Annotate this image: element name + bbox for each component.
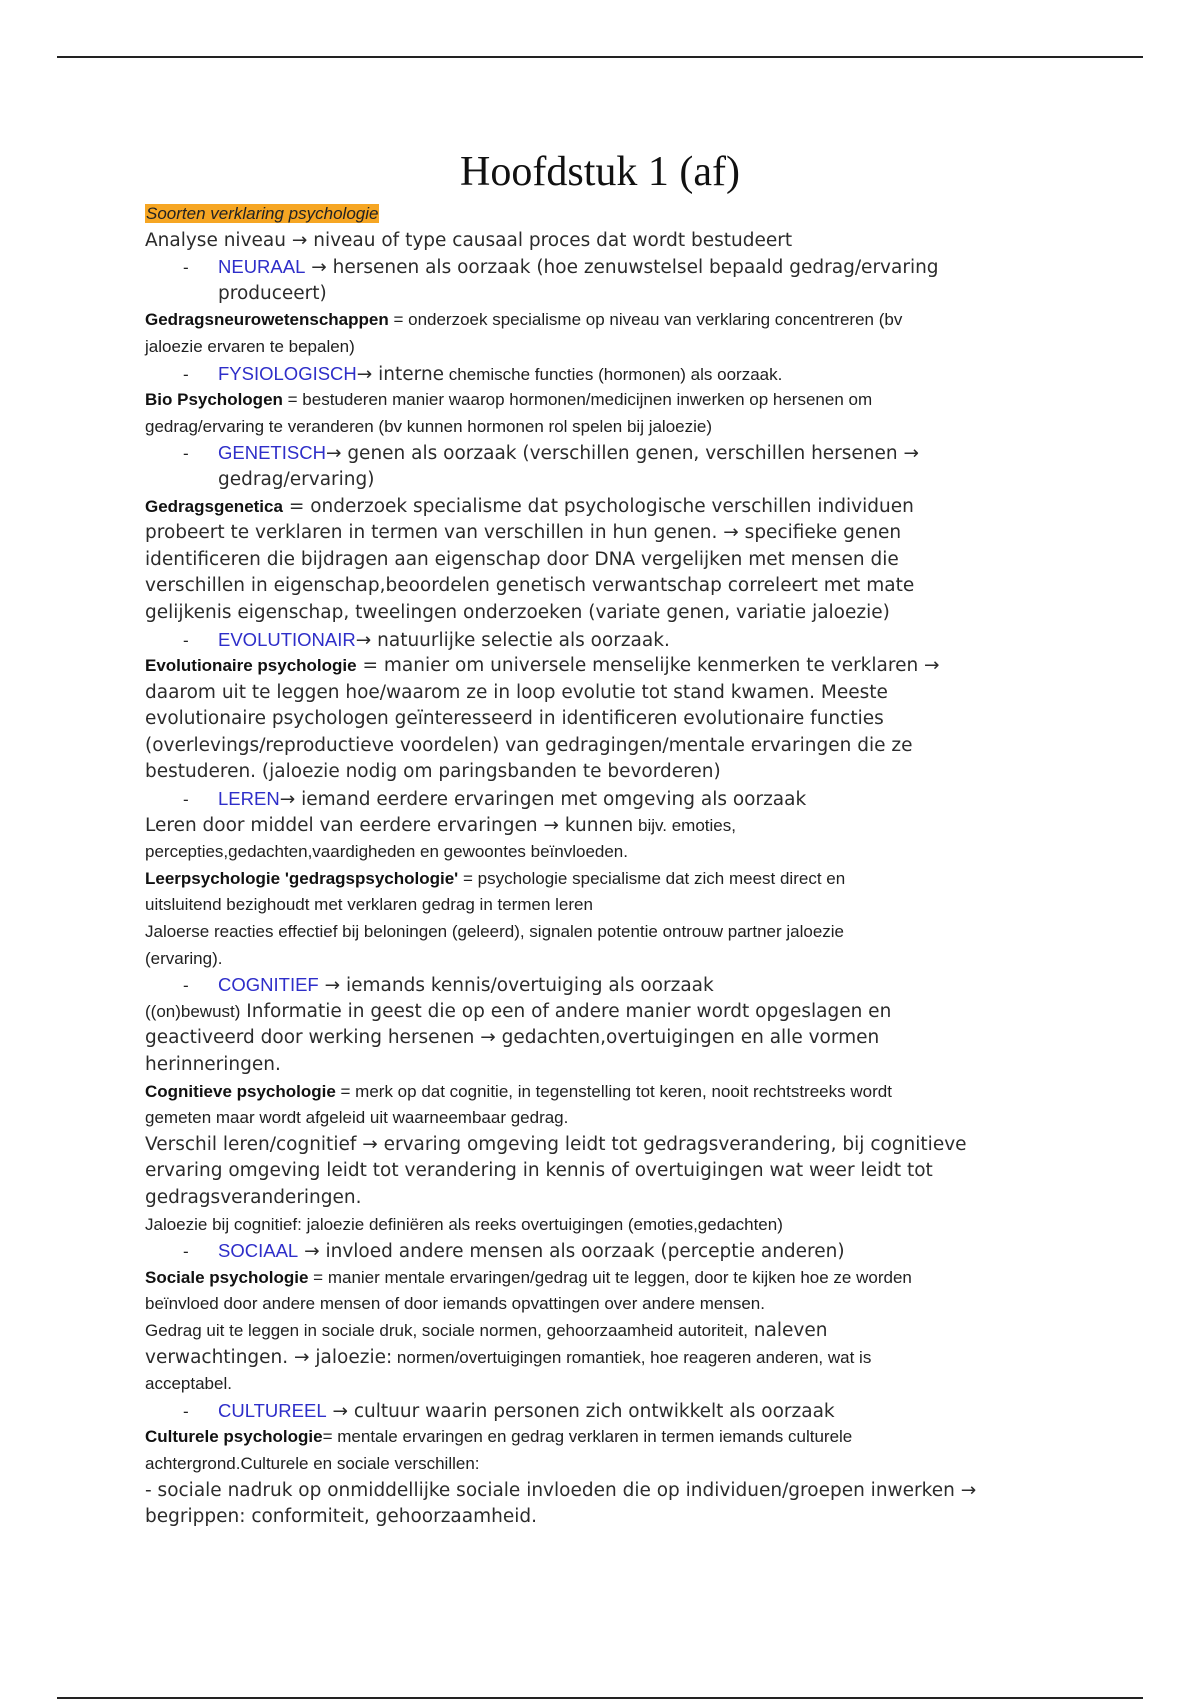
text-line: Analyse niveau → niveau of type causaal proces dat wordt bestudeert (145, 229, 793, 251)
text-span: normen/overtuigingen romantiek, hoe reageren anderen, wat is (392, 1347, 872, 1367)
definition-text: = merk op dat cognitie, in tegenstelling tot keren, nooit rechtstreeks wordt (335, 1081, 892, 1101)
text-line: (overlevings/reproductieve voordelen) van gedragingen/mentale ervaringen die ze (145, 734, 913, 756)
bullet-dash: - (183, 1401, 189, 1421)
list-item-text: → interne (356, 363, 445, 385)
bullet-dash: - (183, 364, 189, 384)
text-span: verwachtingen. → jaloezie: (145, 1346, 393, 1368)
list-item-text: → cultuur waarin personen zich ontwikkelt als oorzaak (326, 1400, 835, 1422)
text-line: geactiveerd door werking hersenen → gedachten,overtuigingen en alle vormen (145, 1027, 880, 1049)
list-item-evolutionair (145, 627, 1065, 654)
bullet-dash: - (183, 790, 189, 810)
text-line: verschillen in eigenschap,beoordelen genetisch verwantschap correleert met mate (145, 575, 915, 597)
bottom-rule (57, 1697, 1143, 1699)
text-line: begrippen: conformiteit, gehoorzaamheid. (145, 1506, 537, 1528)
text-line: daarom uit te leggen hoe/waarom ze in loop evolutie tot stand kwamen. Meeste (145, 681, 888, 703)
text-span: naleven (747, 1319, 828, 1341)
text-line (145, 1318, 1065, 1345)
definition-text: = manier mentale ervaringen/gedrag uit te leggen, door te kijken hoe ze worden (308, 1267, 912, 1287)
definition-line (145, 653, 1065, 680)
list-item-text: → iemands kennis/overtuiging als oorzaak (318, 975, 714, 997)
definition-text: = psychologie specialisme dat zich meest direct en (458, 868, 846, 888)
keyword: NEURAAL (218, 256, 306, 278)
list-item-cognitief (145, 972, 1065, 999)
list-item-neuraal (145, 254, 1065, 281)
text-span: Gedrag uit te leggen in sociale druk, sociale normen, gehoorzaamheid autoriteit, (145, 1320, 748, 1340)
definition-line (145, 1079, 1065, 1106)
text-line: - sociale nadruk op onmiddellijke sociale invloeden die op individuen/groepen inwerken → (145, 1479, 977, 1501)
document-body (145, 201, 1065, 1531)
list-item-cultureel (145, 1398, 1065, 1425)
keyword: LEREN (218, 788, 280, 810)
list-item-leren (145, 786, 1065, 813)
text-span: Informatie in geest die op een of andere manier wordt opgeslagen en (240, 1000, 892, 1022)
term: Gedragsneurowetenschappen (145, 310, 389, 330)
text-line: Jaloerse reacties effectief bij beloningen (geleerd), signalen potentie ontrouw partner jaloezie (145, 922, 845, 942)
list-item-continuation: gedrag/ervaring) (218, 468, 375, 490)
list-item-text: → natuurlijke selectie als oorzaak. (355, 629, 670, 651)
list-item-fysiologisch (145, 361, 1065, 388)
list-item-text: → invloed andere mensen als oorzaak (perceptie anderen) (298, 1241, 845, 1263)
text-line: gedragsveranderingen. (145, 1186, 362, 1208)
bullet-dash: - (183, 976, 189, 996)
term: Bio Psychologen (145, 390, 283, 410)
definition-text: = onderzoek specialisme dat psychologische verschillen individuen (282, 495, 914, 517)
text-span: Leren door middel van eerdere ervaringen → kunnen (145, 814, 634, 836)
term: Culturele psychologie (145, 1427, 323, 1447)
text-line: ervaring omgeving leidt tot verandering in kennis of overtuigingen wat weer leidt tot (145, 1160, 933, 1182)
list-item-text: → iemand eerdere ervaringen met omgeving als oorzaak (279, 789, 807, 811)
text-line: gelijkenis eigenschap, tweelingen onderzoeken (variate genen, variatie jaloezie) (145, 601, 890, 623)
keyword: GENETISCH (218, 442, 326, 464)
definition-text: = manier om universele menselijke kenmerken te verklaren → (356, 655, 940, 677)
definition-text: = bestuderen manier waarop hormonen/medicijnen inwerken op hersenen om (282, 390, 873, 410)
highlighted-subtitle: Soorten verklaring psychologie (146, 204, 379, 223)
text-line (145, 999, 1065, 1026)
keyword: COGNITIEF (218, 974, 319, 996)
text-line: herinneringen. (145, 1054, 281, 1075)
term: Evolutionaire psychologie (145, 656, 357, 676)
term: Gedragsgenetica (145, 496, 283, 516)
text-span: ((on)bewust) (145, 1001, 241, 1021)
text-line: Jaloezie bij cognitief: jaloezie definiëren als reeks overtuigingen (emoties,gedachten) (145, 1214, 783, 1234)
keyword: SOCIAAL (218, 1240, 299, 1262)
text-line (145, 1345, 1065, 1372)
definition-line (145, 307, 1065, 334)
list-item-text: → genen als oorzaak (verschillen genen, verschillen hersenen → (325, 443, 920, 465)
term: Sociale psychologie (145, 1267, 309, 1287)
text-line: (ervaring). (145, 948, 223, 968)
text-line: bestuderen. (jaloezie nodig om paringsbanden te bevorderen) (145, 761, 721, 783)
text-line: gedrag/ervaring te veranderen (bv kunnen hormonen rol spelen bij jaloezie) (145, 416, 713, 436)
list-item-genetisch (145, 440, 1065, 467)
text-line: uitsluitend bezighoudt met verklaren gedrag in termen leren (145, 895, 593, 915)
definition-line (145, 494, 1065, 521)
list-item-continuation: produceert) (218, 282, 327, 304)
text-line: percepties,gedachten,vaardigheden en gewoontes beïnvloeden. (145, 842, 628, 862)
text-line: jaloezie ervaren te bepalen) (145, 336, 355, 356)
bullet-dash: - (183, 258, 189, 278)
definition-text: = mentale ervaringen en gedrag verklaren in termen iemands culturele (322, 1427, 853, 1447)
text-line: beïnvloed door andere mensen of door iemands opvattingen over andere mensen. (145, 1294, 765, 1314)
definition-line (145, 387, 1065, 414)
keyword: FYSIOLOGISCH (218, 362, 357, 384)
text-line: gemeten maar wordt afgeleid uit waarneembaar gedrag. (145, 1108, 569, 1128)
keyword: CULTUREEL (218, 1399, 327, 1421)
bullet-dash: - (183, 630, 189, 650)
definition-line (145, 1265, 1065, 1292)
top-rule (57, 56, 1143, 58)
text-line: probeert te verklaren in termen van verschillen in hun genen. → specifieke genen (145, 522, 902, 544)
text-line: Verschil leren/cognitief → ervaring omgeving leidt tot gedragsverandering, bij cognitieve (145, 1133, 967, 1155)
text-span: bijv. emoties, (633, 815, 736, 835)
bullet-dash: - (183, 444, 189, 464)
text-line: identificeren die bijdragen aan eigenschap door DNA vergelijken met mensen die (145, 548, 899, 570)
keyword: EVOLUTIONAIR (218, 628, 356, 650)
term: Cognitieve psychologie (145, 1081, 336, 1101)
term: Leerpsychologie 'gedragspsychologie' (145, 868, 459, 888)
text-line: acceptabel. (145, 1374, 232, 1394)
definition-line (145, 1424, 1065, 1451)
definition-text: = onderzoek specialisme op niveau van verklaring concentreren (bv (388, 310, 903, 330)
list-item-sociaal (145, 1238, 1065, 1265)
text-line (145, 813, 1065, 840)
definition-line (145, 866, 1065, 893)
page-title: Hoofdstuk 1 (af) (460, 149, 740, 195)
list-item-text: → hersenen als oorzaak (hoe zenuwstelsel bepaald gedrag/ervaring (305, 257, 939, 279)
bullet-dash: - (183, 1242, 189, 1262)
text-line: evolutionaire psychologen geïnteresseerd in identificeren evolutionaire functies (145, 708, 884, 730)
list-item-text: chemische functies (hormonen) als oorzaak. (444, 364, 783, 384)
section-heading (145, 201, 1065, 228)
text-line: achtergrond.Culturele en sociale verschillen: (145, 1453, 480, 1473)
